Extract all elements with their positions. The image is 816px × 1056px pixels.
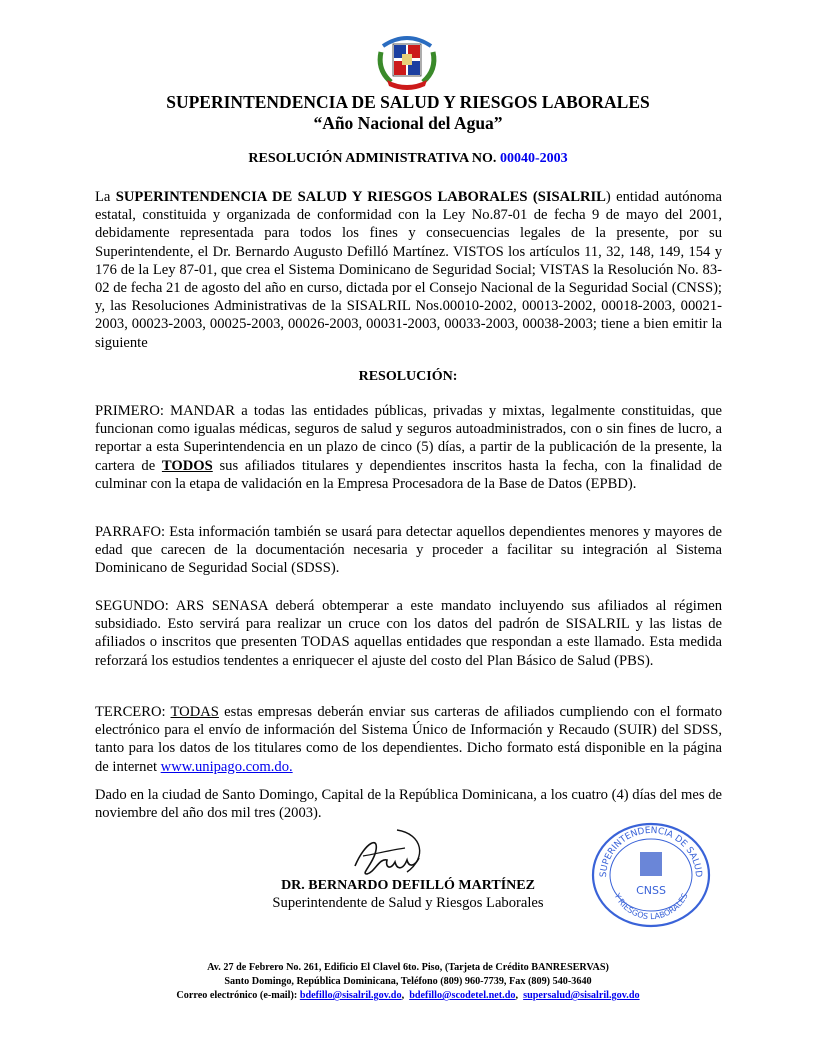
primero-paragraph (95, 402, 722, 493)
unipago-link[interactable]: www.unipago.com.do. (160, 758, 293, 775)
footer-contact: Santo Domingo, República Dominicana, Teléfono (809) 960-7739, Fax (809) 540-3640 (224, 976, 592, 987)
resolution-title (0, 150, 816, 167)
handwritten-signature (335, 828, 445, 876)
tercero-label: TERCERO: (95, 704, 171, 720)
footer-address: Av. 27 de Febrero No. 261, Edificio El Clavel 6to. Piso, (Tarjeta de Crédito BANRESERVAS) (207, 962, 609, 973)
primero-emphasis: TODOS (161, 457, 213, 474)
footer-email-label: Correo electrónico (e-mail): (176, 990, 300, 1001)
email-link[interactable]: bdefillo@sisalril.gov.do (299, 990, 402, 1001)
stamp-bottom-text: Y RIESGOS LABORALES (612, 891, 690, 922)
primero-text-after: sus afiliados titulares y dependientes inscritos hasta la fecha, con la finalidad de culminar con la etapa de validación en la Empresa Procesadora de la Base de Datos (EPBD). (95, 457, 722, 492)
intro-lead: La (95, 189, 116, 205)
intro-text: ) entidad autónoma estatal, constituida y organizada de conformidad con la Ley No.87-01 de fecha 9 de mayo del 2001, debidamente representada para todos los fines y consecuencias legales de la presente, por su Superintendente, el Dr. Bernardo Augusto Defilló Martínez. VISTOS los artículos 11, 32, 148, 149, 154 y 176 de la Ley 87-01, que crea el Sistema Dominicano de Seguridad Social; VISTAS la Resolución No. 83-02 de fecha 21 de agosto del año en curso, dictada por el Consejo Nacional de la Seguridad Social (CNSS); y, las Resoluciones Administrativas de la SISALRIL Nos.00010-2002, 00013-2002, 00018-2003, 00021-2003, 00023-2003, 00025-2003, 00026-2003, 00031-2003, 00033-2003, 00038-2003; tiene a bien emitir la siguiente (95, 189, 723, 351)
email-link[interactable]: bdefillo@scodetel.net.do (409, 990, 516, 1001)
official-stamp (590, 822, 712, 928)
tercero-paragraph (95, 703, 722, 776)
parrafo-paragraph: PARRAFO: Esta información también se usará para detectar aquellos dependientes menores y mayores de edad que carecen de la documentación necesaria y proceder a facilitar su integración al Sistema Dominicano de Seguridad Social (SDSS). (95, 524, 722, 577)
footer-emails: Correo electrónico (e-mail): bdefillo@sisalril.gov.do, bdefillo@scodetel.net.do, supersalud@sisalril.gov.do (176, 990, 640, 1001)
intro-entity: SUPERINTENDENCIA DE SALUD Y RIESGOS LABORALES (SISALRIL (115, 189, 606, 205)
year-motto: “Año Nacional del Agua” (313, 113, 503, 133)
stamp-center-text: CNSS (636, 884, 666, 897)
signatory-role: Superintendente de Salud y Riesgos Laborales (272, 895, 544, 911)
primero-text-before: PRIMERO: MANDAR a todas las entidades públicas, privadas y mixtas, legalmente constituidas, que funcionan como igualas médicas, seguros de salud y seguros autoadministrados, con o sin fines de lucro, a reportar a esta Superintendencia en un plazo de cinco (5) días, a partir de la publicación de la presente, la cartera de (95, 403, 722, 474)
stamp-top-text: SUPERINTENDENCIA DE SALUD (598, 825, 704, 878)
signatory-name: DR. BERNARDO DEFILLÓ MARTÍNEZ (281, 878, 535, 893)
email-link[interactable]: supersalud@sisalril.gov.do (523, 990, 640, 1001)
resolucion-heading: RESOLUCIÓN: (358, 369, 458, 384)
intro-paragraph (95, 188, 722, 352)
tercero-text: estas empresas deberán enviar sus carteras de afiliados cumpliendo con el formato electrónico para el envío de información del Sistema Único de Información y Recaudo (SUIR) del SDSS, tanto para los datos de los titulares como de los dependientes. Dicho formato está disponible en la página de internet (95, 704, 722, 775)
resolution-title-prefix: RESOLUCIÓN ADMINISTRATIVA NO. (248, 151, 500, 166)
tercero-emphasis: TODAS (170, 704, 219, 720)
coat-of-arms-icon (373, 28, 441, 92)
dado-paragraph: Dado en la ciudad de Santo Domingo, Capital de la República Dominicana, a los cuatro (4) días del mes de noviembre del año dos mil tres (2003). (95, 787, 722, 822)
institution-title: SUPERINTENDENCIA DE SALUD Y RIESGOS LABORALES (166, 92, 650, 112)
segundo-paragraph: SEGUNDO: ARS SENASA deberá obtemperar a este mandato incluyendo sus afiliados al régimen subsidiado. Esto servirá para realizar un cruce con los datos del padrón de SISALRIL y las listas de afiliados o inscritos que presenten TODAS aquellas entidades que respondan a este llamado. Esta medida reforzará los estudios tendentes a enriquecer el ajuste del costo del Plan Básico de Salud (PBS). (95, 598, 722, 669)
resolution-number: 00040-2003 (499, 151, 568, 166)
